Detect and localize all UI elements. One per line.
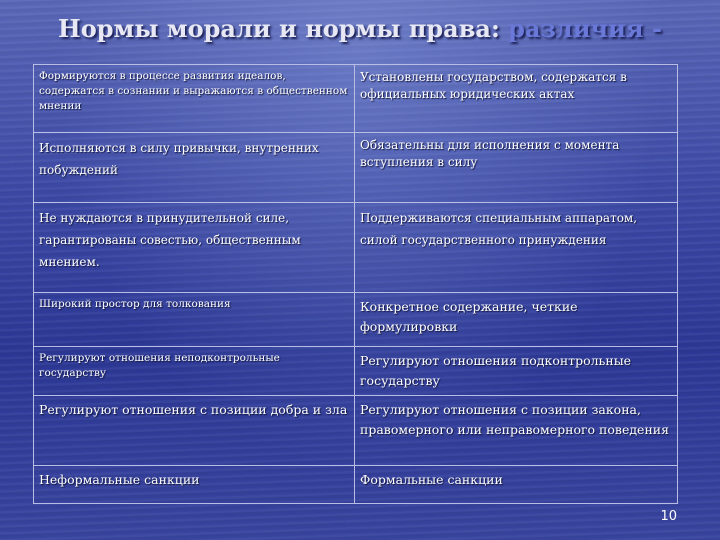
page-number: 10 bbox=[660, 509, 677, 524]
table-row bbox=[34, 396, 678, 466]
table-row bbox=[34, 133, 678, 203]
slide-title-main: Нормы морали и нормы права: bbox=[58, 14, 509, 43]
law-cell: Обязательны для исполнения с момента вступления в силу bbox=[355, 133, 678, 203]
law-cell: Установлены государством, содержатся в официальных юридических актах bbox=[355, 65, 678, 133]
table-row bbox=[34, 466, 678, 504]
slide-title-accent: различия - bbox=[508, 14, 662, 43]
morality-cell: Широкий простор для толкования bbox=[34, 293, 355, 347]
morality-cell: Не нуждаются в принудительной силе, гарантированы совестью, общественным мнением. bbox=[34, 203, 355, 293]
morality-cell: Неформальные санкции bbox=[34, 466, 355, 504]
table-row bbox=[34, 203, 678, 293]
law-cell: Поддерживаются специальным аппаратом, силой государственного принуждения bbox=[355, 203, 678, 293]
table-row bbox=[34, 347, 678, 396]
morality-cell: Формируются в процессе развития идеалов, содержатся в сознании и выражаются в общественном мнении bbox=[34, 65, 355, 133]
table-row bbox=[34, 293, 678, 347]
law-cell: Регулируют отношения подконтрольные государству bbox=[355, 347, 678, 396]
law-cell: Регулируют отношения с позиции закона, правомерного или неправомерного поведения bbox=[355, 396, 678, 466]
law-cell: Формальные санкции bbox=[355, 466, 678, 504]
morality-cell: Исполняются в силу привычки, внутренних побуждений bbox=[34, 133, 355, 203]
table-row bbox=[34, 65, 678, 133]
morality-cell: Регулируют отношения с позиции добра и зла bbox=[34, 396, 355, 466]
comparison-table bbox=[33, 64, 678, 504]
law-cell: Конкретное содержание, четкие формулировки bbox=[355, 293, 678, 347]
slide-title bbox=[0, 14, 720, 43]
morality-cell: Регулируют отношения неподконтрольные государству bbox=[34, 347, 355, 396]
